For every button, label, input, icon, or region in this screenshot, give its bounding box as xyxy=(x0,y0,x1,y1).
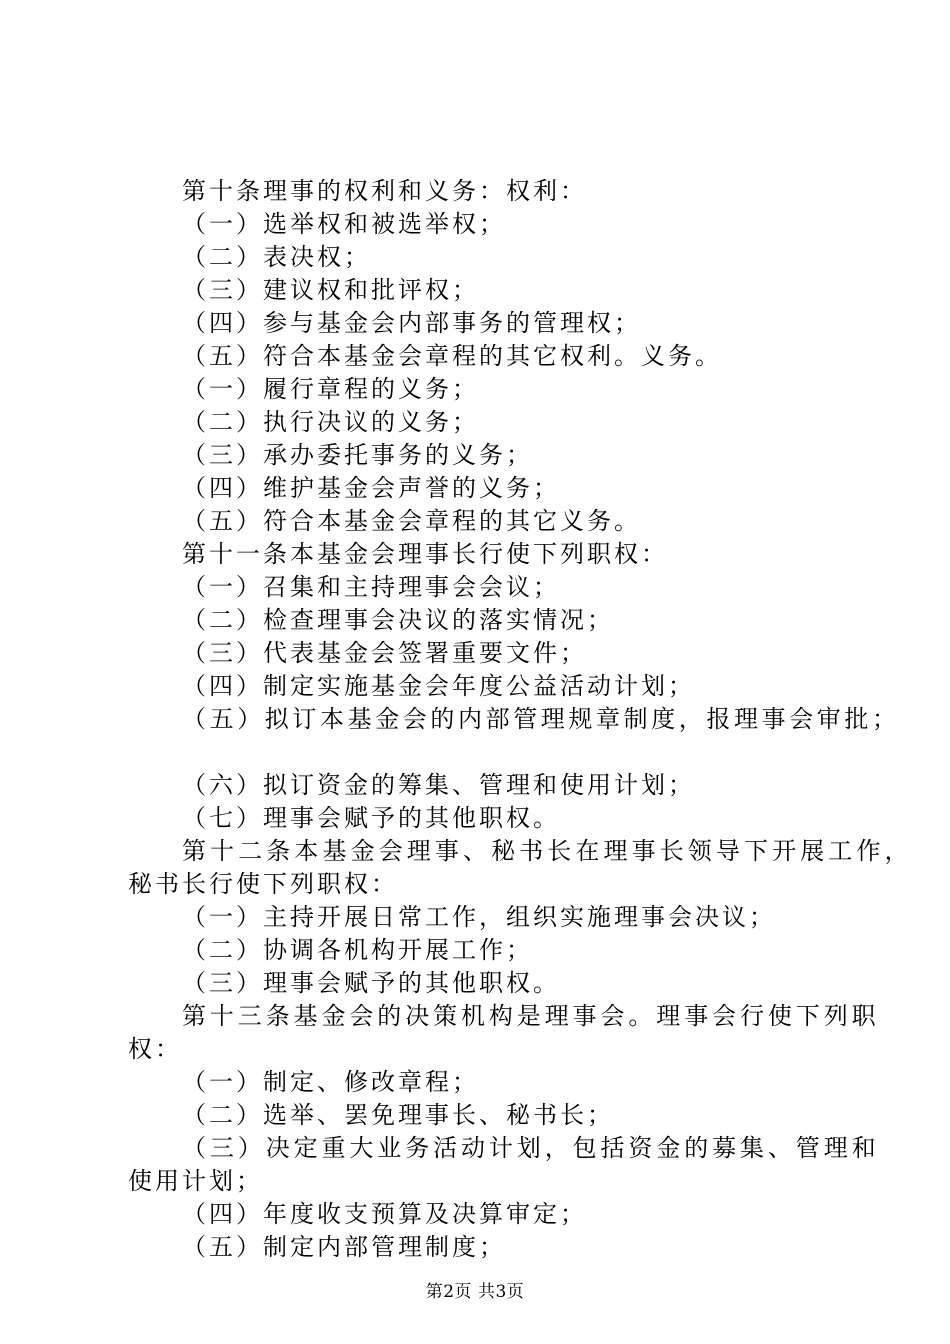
article-11-heading: 第十一条本基金会理事长行使下列职权： xyxy=(182,540,668,568)
text-line: （一）召集和主持理事会会议； xyxy=(182,573,560,601)
text-line: （三）理事会赋予的其他职权。 xyxy=(182,969,560,997)
text-line: （四）维护基金会声誉的义务； xyxy=(182,474,560,502)
text-line: （二）表决权； xyxy=(182,243,371,271)
text-line: （二）选举、罢免理事长、秘书长； xyxy=(182,1101,614,1129)
text-line: （二）协调各机构开展工作； xyxy=(182,936,533,964)
text-line: （五）符合本基金会章程的其它义务。 xyxy=(182,507,641,535)
text-line: 权： xyxy=(128,1035,182,1063)
text-line: 使用计划； xyxy=(128,1167,263,1195)
text-line: （一）制定、修改章程； xyxy=(182,1068,479,1096)
text-line: （四）年度收支预算及决算审定； xyxy=(182,1200,587,1228)
article-10-heading: 第十条理事的权利和义务：权利： xyxy=(182,177,587,205)
text-line: （二）执行决议的义务； xyxy=(182,408,479,436)
text-line: （四）参与基金会内部事务的管理权； xyxy=(182,309,641,337)
text-line: （一）选举权和被选举权； xyxy=(182,210,506,238)
text-line: （三）建议权和批评权； xyxy=(182,276,479,304)
text-line: 秘书长行使下列职权： xyxy=(128,870,398,898)
page-number-footer: 第2页 共3页 xyxy=(425,1282,525,1302)
text-line: （一）主持开展日常工作，组织实施理事会决议； xyxy=(182,903,776,931)
text-line: （五）拟订本基金会的内部管理规章制度，报理事会审批； xyxy=(182,705,900,733)
article-12-heading: 第十二条本基金会理事、秘书长在理事长领导下开展工作， xyxy=(182,837,913,865)
text-line: （三）代表基金会签署重要文件； xyxy=(182,639,587,667)
text-line: （五）制定内部管理制度； xyxy=(182,1233,506,1261)
text-line: （三）承办委托事务的义务； xyxy=(182,441,533,469)
text-line: （三）决定重大业务活动计划，包括资金的募集、管理和 xyxy=(182,1134,880,1162)
text-line: （五）符合本基金会章程的其它权利。义务。 xyxy=(182,342,722,370)
text-line: （二）检查理事会决议的落实情况； xyxy=(182,606,614,634)
text-line: （六）拟订资金的筹集、管理和使用计划； xyxy=(182,771,695,799)
text-line: （四）制定实施基金会年度公益活动计划； xyxy=(182,672,695,700)
article-13-heading: 第十三条基金会的决策机构是理事会。理事会行使下列职 xyxy=(182,1002,880,1030)
text-line: （七）理事会赋予的其他职权。 xyxy=(182,804,560,832)
text-line: （一）履行章程的义务； xyxy=(182,375,479,403)
